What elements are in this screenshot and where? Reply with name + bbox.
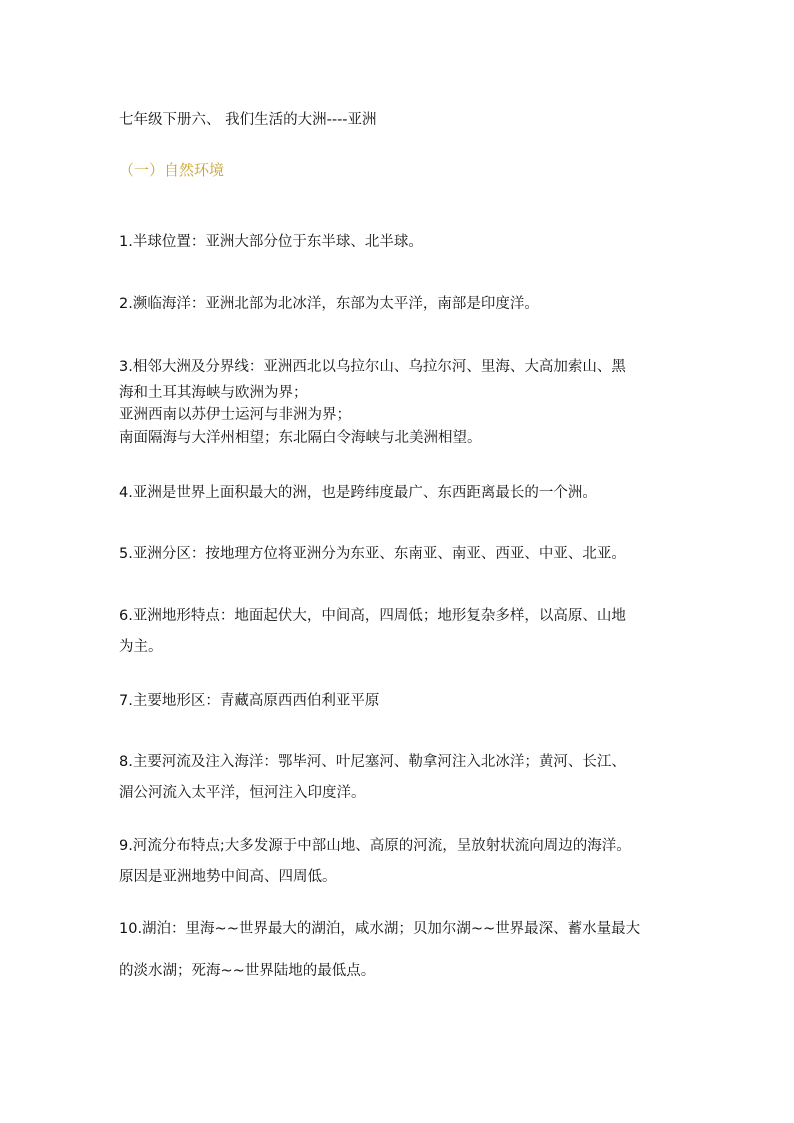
item-6-line-2: 为主。 xyxy=(119,639,163,655)
item-2: 2.濒临海洋：亚洲北部为北冰洋，东部为太平洋，南部是印度洋。 xyxy=(119,296,539,312)
item-7: 7.主要地形区：青藏高原西西伯利亚平原 xyxy=(119,693,380,709)
item-3-line-4: 南面隔海与大洋州相望；东北隔白令海峡与北美洲相望。 xyxy=(119,430,482,446)
item-3-line-3: 亚洲西南以苏伊士运河与非洲为界； xyxy=(119,407,351,423)
item-6-line-1: 6.亚洲地形特点：地面起伏大，中间高，四周低；地形复杂多样，以高原、山地 xyxy=(119,608,626,624)
item-4: 4.亚洲是世界上面积最大的洲，也是跨纬度最广、东西距离最长的一个洲。 xyxy=(119,485,597,501)
section-heading: （一）自然环境 xyxy=(119,161,225,179)
item-10-line-1: 10.湖泊：里海~~世界最大的湖泊，咸水湖；贝加尔湖~~世界最深、蓄水量最大 xyxy=(119,921,641,937)
item-8-line-1: 8.主要河流及注入海洋：鄂毕河、叶尼塞河、勒拿河注入北冰洋；黄河、长江、 xyxy=(119,754,626,770)
document-title: 七年级下册六、 我们生活的大洲----亚洲 xyxy=(119,112,377,128)
item-9-line-1: 9.河流分布特点;大多发源于中部山地、高原的河流，呈放射状流向周边的海洋。 xyxy=(119,838,631,854)
item-3-line-2: 海和土耳其海峡与欧洲为界； xyxy=(119,385,308,401)
item-3-line-1: 3.相邻大洲及分界线：亚洲西北以乌拉尔山、乌拉尔河、里海、大高加索山、黑 xyxy=(119,359,626,375)
item-10-line-2: 的淡水湖；死海~~世界陆地的最低点。 xyxy=(119,963,376,979)
item-5: 5.亚洲分区：按地理方位将亚洲分为东亚、东南亚、南亚、西亚、中亚、北亚。 xyxy=(119,546,626,562)
item-8-line-2: 湄公河流入太平洋，恒河注入印度洋。 xyxy=(119,785,366,801)
item-1: 1.半球位置：亚洲大部分位于东半球、北半球。 xyxy=(119,234,423,250)
item-9-line-2: 原因是亚洲地势中间高、四周低。 xyxy=(119,869,337,885)
